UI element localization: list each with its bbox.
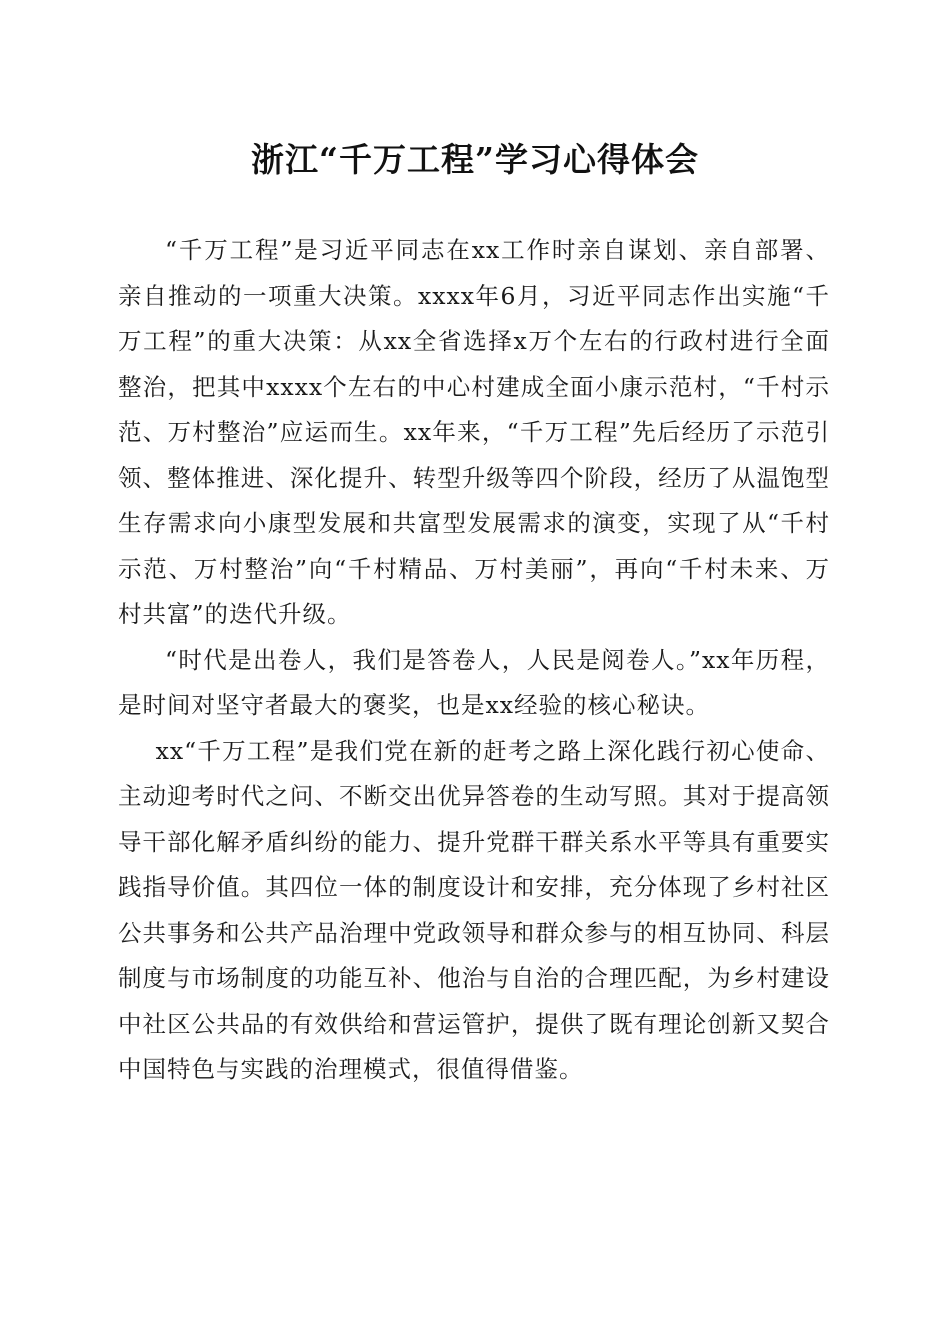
- document-body: [118, 228, 830, 1093]
- paragraph-3: xx“千万工程”是我们党在新的赶考之路上深化践行初心使命、主动迎考时代之问、不断交出优异答卷的生动写照。其对于提高领导干部化解矛盾纠纷的能力、提升党群干群关系水平等具有重要实践指导价值。其四位一体的制度设计和安排，充分体现了乡村社区公共事务和公共产品治理中党政领导和群众参与的相互协同、科层制度与市场制度的功能互补、他治与自治的合理匹配，为乡村建设中社区公共品的有效供给和营运管护，提供了既有理论创新又契合中国特色与实践的治理模式，很值得借鉴。: [118, 736, 830, 1083]
- document-title: 浙江“千万工程”学习心得体会: [251, 140, 699, 179]
- paragraph-2: “时代是出卷人，我们是答卷人，人民是阅卷人。”xx年历程，是时间对坚守者最大的褒奖，也是xx经验的核心秘诀。: [118, 645, 830, 719]
- paragraph-1: “千万工程”是习近平同志在xx工作时亲自谋划、亲自部署、亲自推动的一项重大决策。xxxx年6月，习近平同志作出实施“千万工程”的重大决策：从xx全省选择x万个左右的行政村进行全面整治，把其中xxxx个左右的中心村建成全面小康示范村，“千村示范、万村整治”应运而生。xx年来，“千万工程”先后经历了示范引领、整体推进、深化提升、转型升级等四个阶段，经历了从温饱型生存需求向小康型发展和共富型发展需求的演变，实现了从“千村示范、万村整治”向“千村精品、万村美丽”，再向“千村未来、万村共富”的迭代升级。: [118, 236, 830, 628]
